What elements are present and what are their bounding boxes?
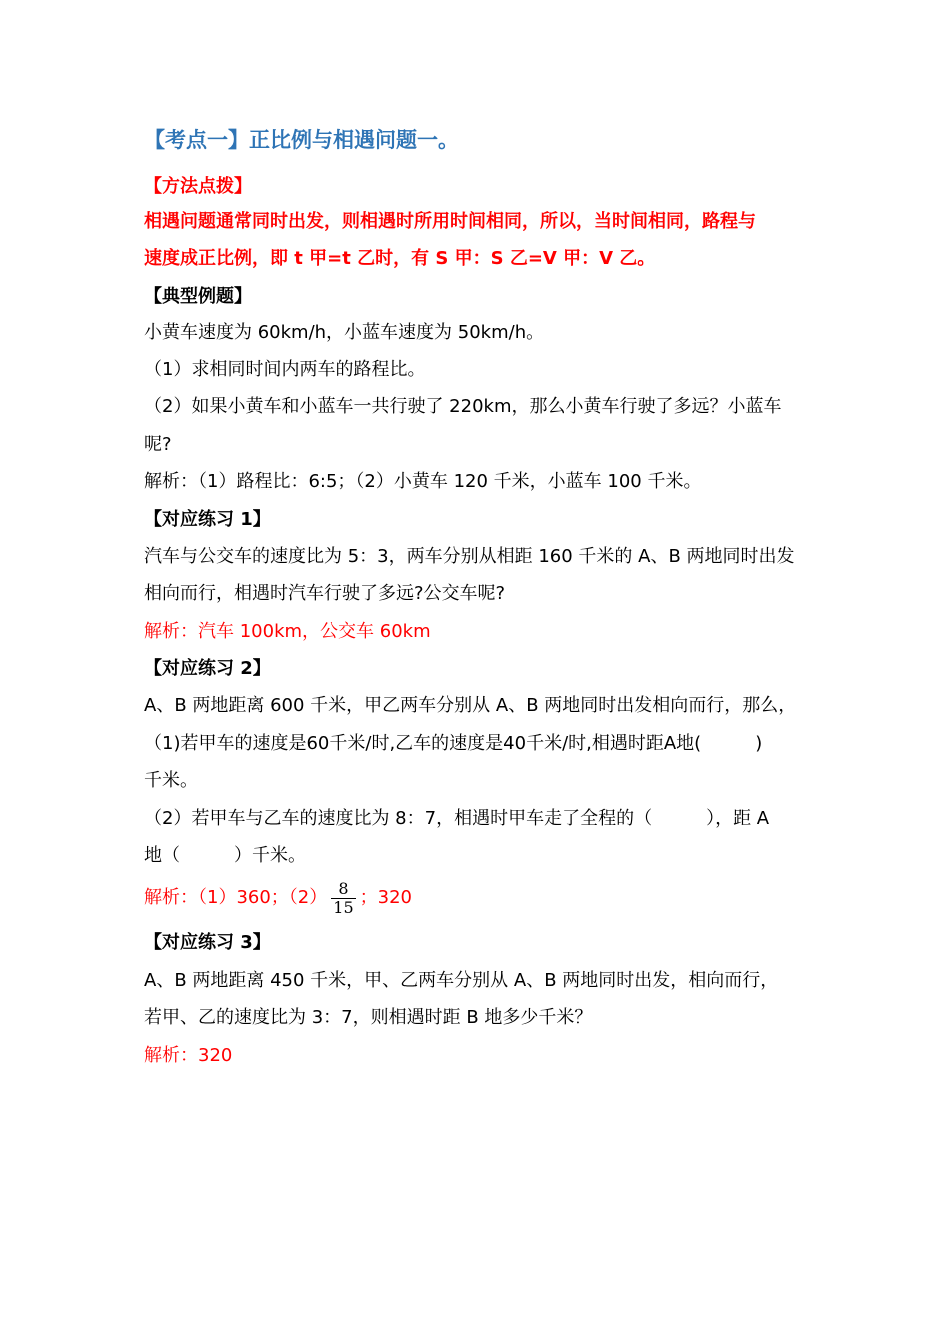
section-title: 【考点一】正比例与相遇问题一。: [144, 128, 459, 152]
method-line-2: 速度成正比例，即 t 甲=t 乙时，有 S 甲：S 乙=V 甲：V 乙。: [144, 248, 656, 269]
practice-1-analysis: 解析：汽车 100km，公交车 60km: [144, 621, 431, 642]
practice-3-analysis: 解析：320: [144, 1045, 233, 1066]
method-heading: 【方法点拨】: [144, 176, 252, 197]
practice-2-analysis-suffix: ；320: [359, 887, 412, 908]
practice-2-line-5: 地（ ）千米。: [144, 845, 306, 866]
fraction-denominator: 15: [333, 897, 354, 917]
practice-3-line-1: A、B 两地距离 450 千米，甲、乙两车分别从 A、B 两地同时出发，相向而行，: [144, 970, 779, 991]
practice-2-line-1: A、B 两地距离 600 千米，甲乙两车分别从 A、B 两地同时出发相向而行，那么，: [144, 695, 797, 716]
example-analysis: 解析：（1）路程比：6:5；（2）小黄车 120 千米，小蓝车 100 千米。: [144, 471, 702, 492]
example-heading: 【典型例题】: [144, 286, 252, 307]
practice-3-line-2: 若甲、乙的速度比为 3：7，则相遇时距 B 地多少千米？: [144, 1007, 593, 1028]
practice-2-analysis: [144, 876, 412, 920]
practice-2-analysis-prefix: 解析：（1）360；（2）: [144, 887, 328, 908]
practice-1-line-1: 汽车与公交车的速度比为 5：3，两车分别从相距 160 千米的 A、B 两地同时出发: [144, 546, 795, 567]
practice-2-line-2: （1)若甲车的速度是60千米/时,乙车的速度是40千米/时,相遇时距A地( ): [144, 733, 763, 754]
fraction-numerator: 8: [331, 880, 355, 899]
practice-2-line-3: 千米。: [144, 770, 198, 791]
practice-2-heading: 【对应练习 2】: [144, 658, 271, 679]
example-line-1: 小黄车速度为 60km/h，小蓝车速度为 50km/h。: [144, 322, 545, 343]
example-question-2a: （2）如果小黄车和小蓝车一共行驶了 220km，那么小黄车行驶了多远？小蓝车: [144, 396, 782, 417]
example-question-1: （1）求相同时间内两车的路程比。: [144, 359, 426, 380]
practice-2-line-4: （2）若甲车与乙车的速度比为 8：7，相遇时甲车走了全程的（ ），距 A: [144, 808, 770, 829]
example-question-2b: 呢?: [144, 434, 172, 455]
practice-1-line-2: 相向而行，相遇时汽车行驶了多远?公交车呢?: [144, 583, 506, 604]
practice-3-heading: 【对应练习 3】: [144, 932, 271, 953]
method-line-1: 相遇问题通常同时出发，则相遇时所用时间相同，所以，当时间相同，路程与: [144, 211, 756, 232]
practice-1-heading: 【对应练习 1】: [144, 509, 271, 530]
fraction: [331, 880, 355, 917]
